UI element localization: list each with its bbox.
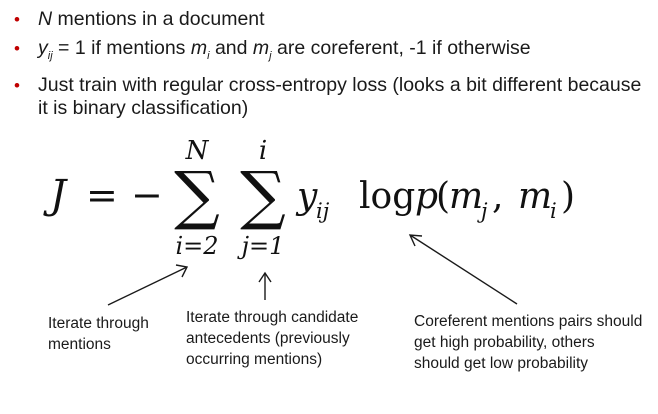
annotation-left: Iterate through mentions [48, 315, 149, 353]
sum2-upper: i [258, 136, 268, 166]
bullet-text: Just train with regular cross-entropy loss (looks a bit different because it is binary classification) [38, 73, 642, 119]
arrow-left-icon [108, 267, 187, 305]
sum2-lower: j=1 [241, 232, 285, 260]
formula-lhs: J [50, 172, 67, 218]
sum1-lower: i=2 [175, 232, 219, 260]
formula-open-paren: ( [436, 176, 451, 217]
bullet-text: mentions in a document [52, 8, 265, 30]
bullet-text: and [209, 37, 253, 59]
variable-y: y [38, 37, 48, 59]
bullet-dot-icon: • [14, 10, 20, 29]
bullet-text: are coreferent, -1 if otherwise [271, 37, 531, 59]
variable-m: m [252, 37, 270, 59]
subscript-ij: ij [47, 49, 53, 62]
formula-m-i-sub: i [550, 199, 557, 223]
sum1-upper: N [185, 136, 209, 166]
variable-m: m [190, 37, 208, 59]
formula-comma: , [492, 176, 504, 217]
arrow-right-icon [410, 235, 517, 304]
annotation-right: Coreferent mentions pairs should get high probability, others should get low probability [414, 313, 643, 372]
annotation-middle: Iterate through candidate antecedents (previously occurring mentions) [186, 309, 359, 368]
formula-m-j: m [449, 176, 484, 217]
formula-y-sub: ij [316, 199, 330, 223]
sum1-symbol: ∑ [174, 159, 220, 233]
formula-equals: = [86, 173, 118, 217]
bullet-dot-icon: • [14, 39, 20, 58]
formula-log: log [359, 176, 416, 217]
formula-m-j-sub: j [481, 199, 488, 223]
bullet-dot-icon: • [14, 75, 20, 95]
subscript-j: j [269, 49, 272, 62]
formula-p: p [415, 176, 439, 217]
variable-n: N [38, 8, 53, 30]
formula-m-i: m [518, 176, 553, 217]
formula-y: y [297, 176, 318, 217]
subscript-i: i [207, 49, 210, 62]
sum2-symbol: ∑ [240, 159, 286, 233]
formula-close-paren: ) [561, 176, 576, 217]
formula-minus: − [131, 173, 163, 217]
bullet-text: = 1 if mentions [52, 37, 191, 59]
